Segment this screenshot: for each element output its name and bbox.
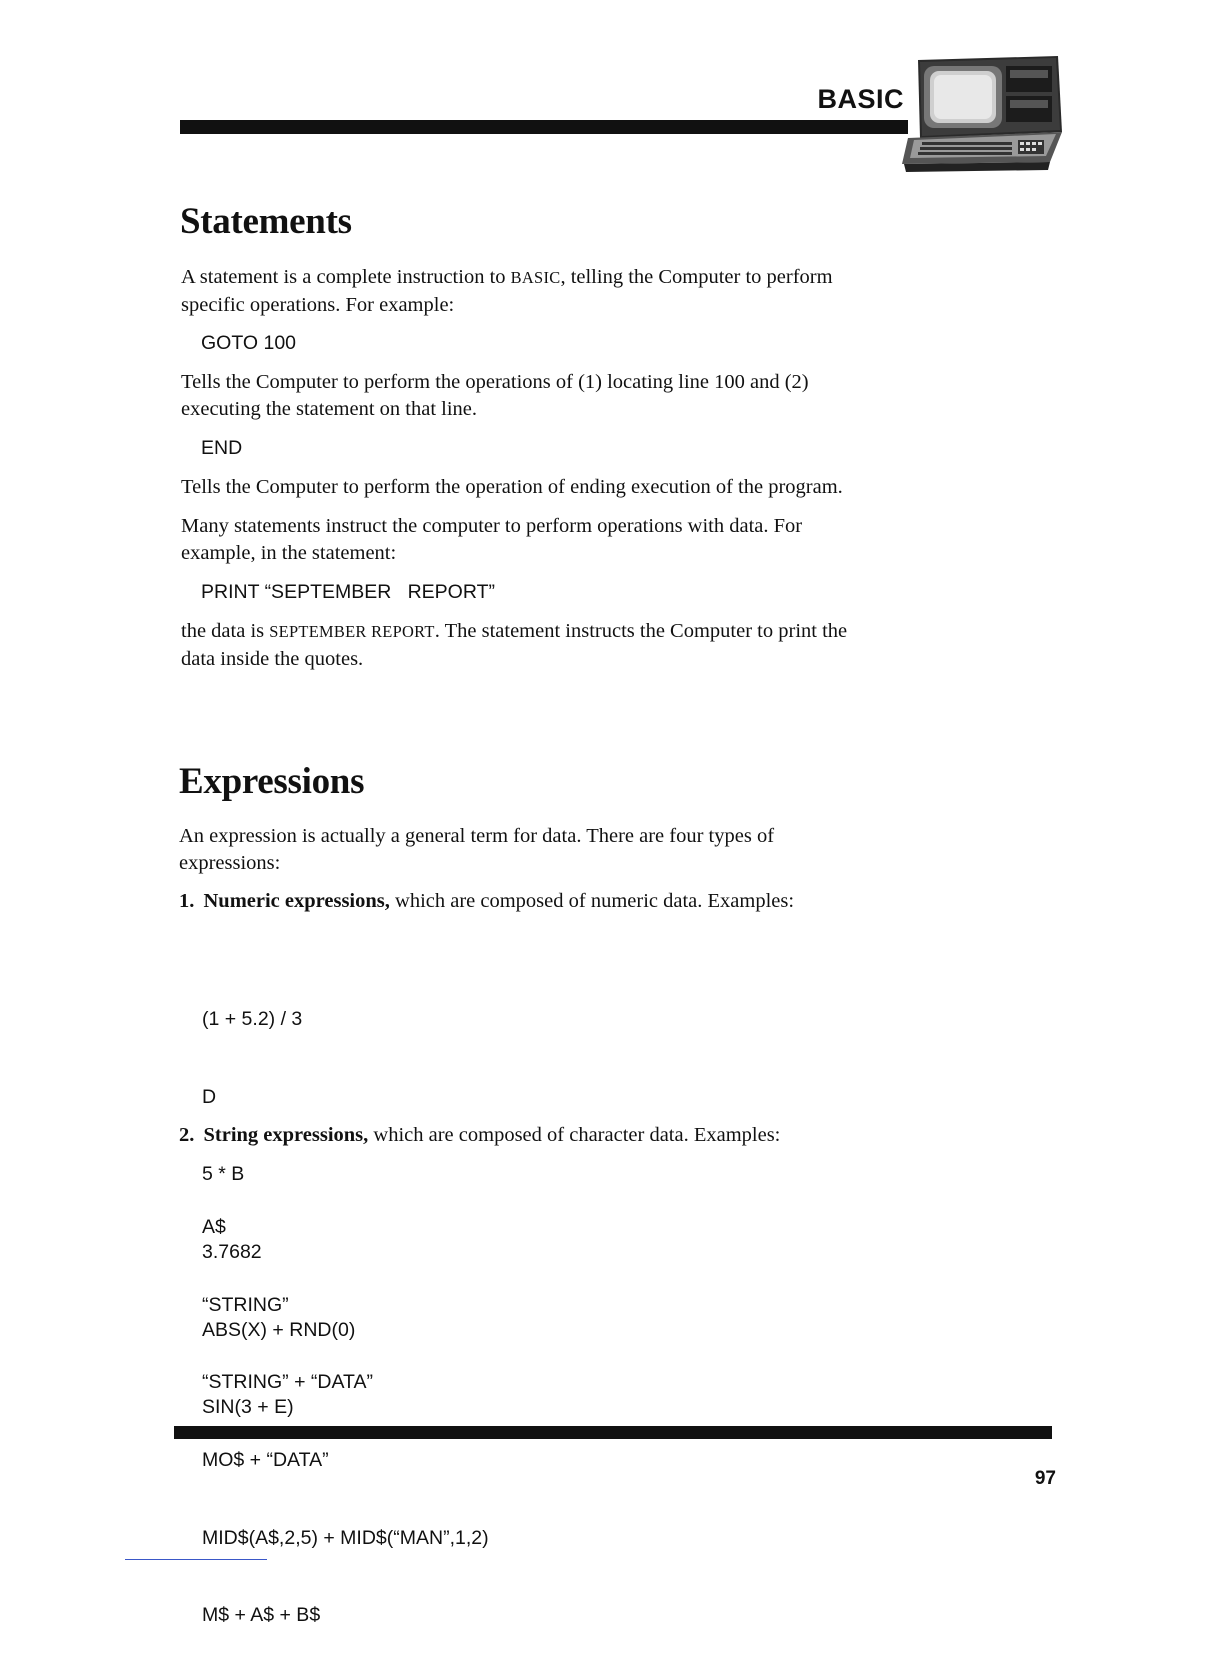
paragraph-line: Many statements instruct the computer to perform operations with data. For — [181, 515, 803, 537]
list-term: String expressions, — [203, 1124, 369, 1146]
code-example: END — [201, 437, 243, 459]
explanation-line: Tells the Computer to perform the operations of (1) locating line 100 and (2) — [181, 371, 809, 393]
intro-text: specific operations. For example: — [181, 293, 455, 316]
statements-intro — [181, 264, 901, 318]
page-number: 97 — [1034, 1468, 1056, 1489]
header-rule — [180, 120, 908, 134]
data-paragraph — [181, 513, 901, 566]
code-line: “STRING” + “DATA” — [202, 1371, 373, 1394]
list-term: Numeric expressions, — [203, 890, 390, 912]
paragraph-text: the data is — [181, 620, 270, 642]
statements-heading: Statements — [180, 201, 352, 242]
expressions-intro — [179, 823, 899, 876]
code-line: D — [202, 1085, 217, 1108]
basic-term: BASIC — [510, 268, 561, 287]
list-number: 1. — [179, 890, 195, 912]
code-line: A$ — [202, 1215, 226, 1238]
computer-terminal-icon — [900, 54, 1066, 174]
paragraph-line: example, in the statement: — [181, 541, 397, 564]
intro-text: expressions: — [179, 851, 281, 874]
list-item — [179, 888, 939, 915]
code-line: 3.7682 — [202, 1240, 262, 1263]
print-explanation — [181, 618, 901, 672]
intro-text: An expression is actually a general term for data. There are four types of — [179, 825, 775, 847]
data-term: SEPTEMBER REPORT — [269, 622, 435, 641]
link-underline — [125, 1559, 267, 1560]
intro-text: A statement is a complete instruction to — [181, 266, 511, 288]
code-example: GOTO 100 — [201, 332, 297, 354]
code-block — [202, 1163, 489, 1655]
code-line: (1 + 5.2) / 3 — [202, 1007, 303, 1030]
end-explanation: Tells the Computer to perform the operation of ending execution of the program. — [181, 476, 843, 498]
code-line: ABS(X) + RND(0) — [202, 1318, 356, 1341]
code-line: MO$ + “DATA” — [202, 1448, 329, 1471]
code-line: M$ + A$ + B$ — [202, 1604, 321, 1627]
code-line: “STRING” — [202, 1293, 289, 1316]
expressions-heading: Expressions — [179, 761, 365, 802]
list-item — [179, 1122, 939, 1149]
paragraph-line: data inside the quotes. — [181, 647, 364, 670]
list-number: 2. — [179, 1124, 195, 1146]
footer-rule — [174, 1426, 1052, 1439]
code-example: PRINT “SEPTEMBER REPORT” — [201, 581, 495, 603]
list-description: which are composed of numeric data. Examples: — [389, 890, 795, 912]
list-description: which are composed of character data. Examples: — [368, 1124, 781, 1146]
intro-text: , telling the Computer to perform — [560, 266, 833, 288]
code-line: SIN(3 + E) — [202, 1396, 294, 1419]
paragraph-text: . The statement instructs the Computer to print the — [434, 620, 848, 642]
explanation-line: executing the statement on that line. — [181, 397, 478, 420]
goto-explanation — [181, 369, 901, 422]
section-label: BASIC — [817, 84, 904, 114]
code-line: MID$(A$,2,5) + MID$(“MAN”,1,2) — [202, 1526, 489, 1549]
code-line: 5 * B — [202, 1163, 245, 1186]
